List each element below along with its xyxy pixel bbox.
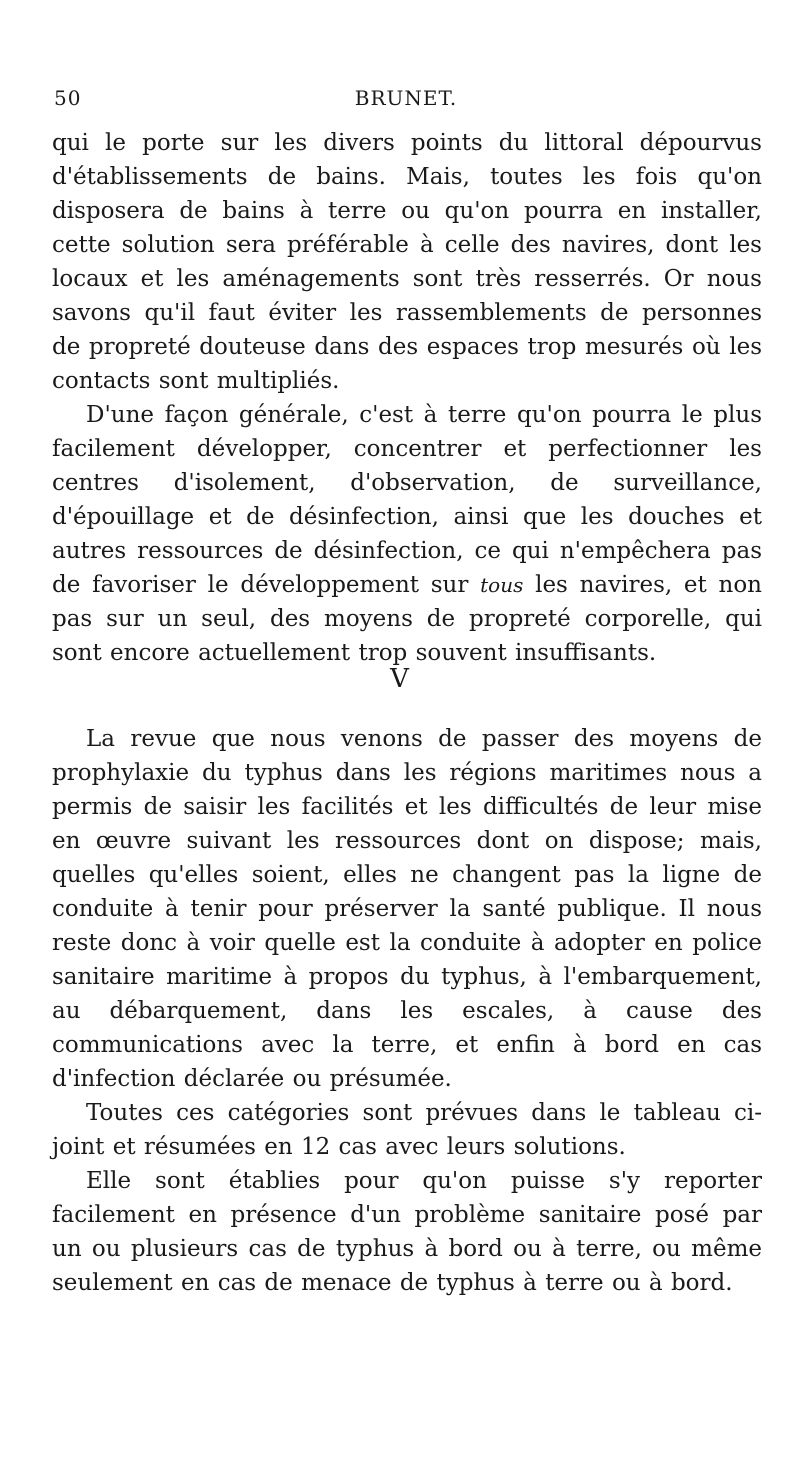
paragraph-text: les navires, et non pas sur un seul, des moyens de propreté corporelle, qui sont encore actuellement trop souvent insuffisants. xyxy=(52,572,762,666)
text-block-top xyxy=(52,126,762,670)
paragraph: La revue que nous venons de passer des moyens de prophylaxie du typhus dans les régions maritimes nous a permis de saisir les facilités et les difficultés de leur mise en œuvre suivant les ressources dont on dispose; mais, quelles qu'elles soient, elles ne changent pas la ligne de conduite à tenir pour préserver la santé publique. Il nous reste donc à voir quelle est la conduite à adopter en police sanitaire maritime à propos du typhus, à l'embarquement, au débarquement, dans les escales, à cause des communications avec la terre, et enfin à bord en cas d'infection déclarée ou présumée. xyxy=(52,726,762,1092)
paragraph-continued xyxy=(52,126,762,398)
italic-word: tous xyxy=(480,573,524,597)
paragraph: Elle sont établies pour qu'on puisse s'y reporter facilement en présence d'un problème sanitaire posé par un ou plusieurs cas de typhus à bord ou à terre, ou même seulement en cas de menace de typhus à terre ou à bord. xyxy=(52,1168,762,1296)
running-head: BRUNET. xyxy=(354,86,458,110)
section-heading: V xyxy=(390,664,410,694)
paragraph: Toutes ces catégories sont prévues dans le tableau ci-joint et résumées en 12 cas avec leurs solutions. xyxy=(52,1100,762,1160)
page-header xyxy=(54,86,758,116)
paragraph xyxy=(52,398,762,670)
page-number: 50 xyxy=(54,86,82,110)
paragraph-text: D'une façon générale, c'est à terre qu'on pourra le plus facilement développer, concentrer et perfectionner les centres d'isolement, d'observation, de surveillance, d'épouillage et de désinfection, ainsi que les douches et autres ressources de désinfection, ce qui n'empêchera pas de favoriser le développement sur xyxy=(52,402,762,598)
text-block-bottom xyxy=(52,722,762,1300)
paragraph-text: qui le porte sur les divers points du littoral dépourvus d'établissements de bains. Mais, toutes les fois qu'on disposera de bains à terre ou qu'on pourra en installer, cette solution sera préférable à celle des navires, dont les locaux et les aménagements sont très resserrés. Or nous savons qu'il faut éviter les rassemblements de personnes de propreté douteuse dans des espaces trop mesurés où les contacts sont multipliés. xyxy=(52,130,762,394)
